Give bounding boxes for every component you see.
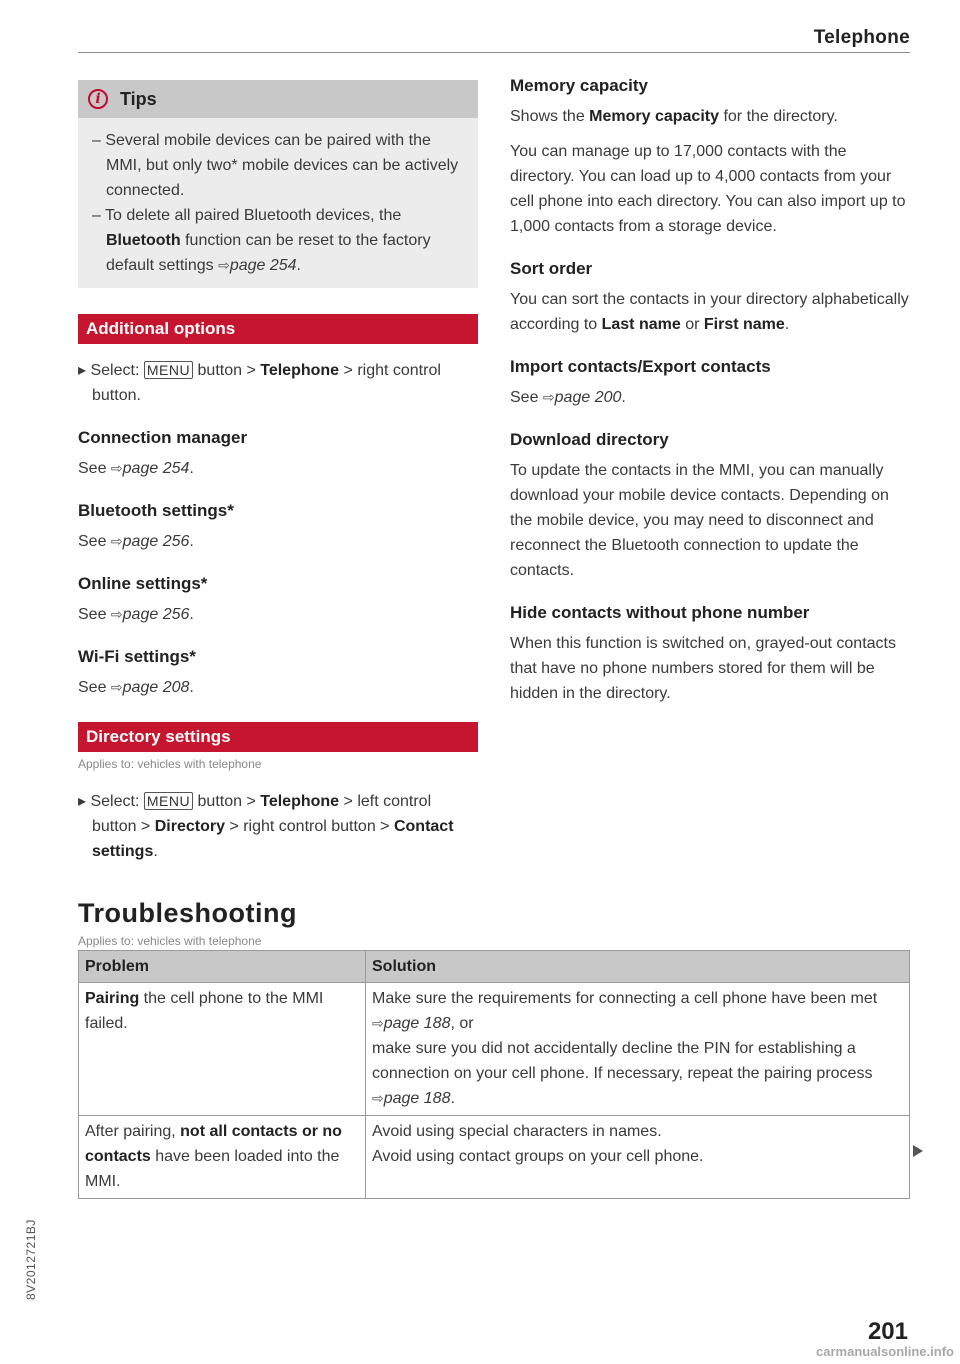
header-title: Telephone [813, 27, 910, 48]
arrow-right-icon: ⇨ [218, 257, 230, 273]
continue-arrow-icon [913, 1145, 923, 1157]
right-column [510, 76, 910, 716]
applies-to-note: Applies to: vehicles with telephone [78, 934, 262, 948]
paragraph: Shows the Memory capacity for the directory. [510, 108, 838, 125]
table-row [79, 983, 910, 1116]
solution-cell: Avoid using special characters in names. Avoid using contact groups on your cell phone. [366, 1116, 910, 1199]
tip-item: – Several mobile devices can be paired with the MMI, but only two* mobile devices can be actively connected. [92, 132, 459, 199]
arrow-right-icon: ⇨ [372, 1015, 384, 1031]
arrow-right-icon: ⇨ [110, 679, 123, 695]
subheading-hide-contacts: Hide contacts without phone number [510, 603, 810, 622]
column-header-problem: Problem [79, 951, 366, 983]
menu-key: MENU [144, 792, 193, 810]
bullet-triangle-icon: ▸ [78, 362, 91, 379]
instruction-step: ▸ Select: MENU button > Telephone > left control button > Directory > right control button > Contact settings. [78, 793, 454, 860]
page-link[interactable]: ⇨page 256 [110, 533, 190, 550]
problem-cell: After pairing, not all contacts or no contacts have been loaded into the MMI. [79, 1116, 366, 1199]
arrow-right-icon: ⇨ [110, 606, 123, 622]
see-reference: See ⇨page 200. [510, 389, 626, 406]
column-header-solution: Solution [366, 951, 910, 983]
subheading-download-directory: Download directory [510, 430, 669, 449]
subheading-bluetooth-settings: Bluetooth settings* [78, 501, 234, 520]
tip-item: – To delete all paired Bluetooth devices, the Bluetooth function can be reset to the factory default settings ⇨page 254. [92, 207, 431, 274]
see-reference: See ⇨page 254. [78, 460, 194, 477]
subheading-online-settings: Online settings* [78, 574, 208, 593]
page-number: 201 [867, 1318, 908, 1345]
table-row [79, 1116, 910, 1199]
paragraph: When this function is switched on, grayed-out contacts that have no phone numbers stored for them will be hidden in the directory. [510, 635, 896, 702]
paragraph: You can sort the contacts in your directory alphabetically according to Last name or First name. [510, 291, 909, 333]
section-title-troubleshooting: Troubleshooting [78, 898, 297, 928]
see-reference: See ⇨page 208. [78, 679, 194, 696]
page-link[interactable]: ⇨page 188 [372, 1015, 451, 1032]
arrow-right-icon: ⇨ [110, 460, 123, 476]
arrow-right-icon: ⇨ [372, 1090, 384, 1106]
page-link[interactable]: ⇨page 256 [110, 606, 190, 623]
subheading-import-export: Import contacts/Export contacts [510, 357, 771, 376]
subheading-sort-order: Sort order [510, 259, 593, 278]
table-header-row [79, 951, 910, 983]
page-link[interactable]: ⇨page 208 [110, 679, 190, 696]
troubleshooting-table [78, 950, 910, 1199]
see-reference: See ⇨page 256. [78, 533, 194, 550]
subheading-connection-manager: Connection manager [78, 428, 248, 447]
tips-header [78, 80, 478, 118]
see-reference: See ⇨page 256. [78, 606, 194, 623]
arrow-right-icon: ⇨ [542, 389, 555, 405]
solution-cell: Make sure the requirements for connecting a cell phone have been met ⇨page 188, or make sure you did not accidentally decline the PIN for establishing a connection on your cell phone. If necessary, repeat the pairing process ⇨page 188. [366, 983, 910, 1116]
page-link[interactable]: ⇨page 254 [110, 460, 190, 477]
subheading-wifi-settings: Wi-Fi settings* [78, 647, 196, 666]
page-link[interactable]: ⇨page 254 [218, 257, 297, 274]
left-column [78, 80, 478, 948]
subheading-memory-capacity: Memory capacity [510, 76, 648, 95]
instruction-step: ▸ Select: MENU button > Telephone > right control button. [78, 362, 441, 404]
arrow-right-icon: ⇨ [110, 533, 123, 549]
bullet-triangle-icon: ▸ [78, 793, 91, 810]
applies-to-note: Applies to: vehicles with telephone [78, 757, 262, 771]
page-link[interactable]: ⇨page 188 [372, 1090, 451, 1107]
problem-cell: Pairing the cell phone to the MMI failed. [79, 983, 366, 1116]
header-divider [78, 52, 910, 53]
paragraph: You can manage up to 17,000 contacts with the directory. You can load up to 4,000 contacts from your cell phone into each directory. You can also import up to 1,000 contacts from a storage device. [510, 143, 906, 235]
document-code: 8V2012721BJ [24, 1219, 38, 1300]
page-link[interactable]: ⇨page 200 [542, 389, 622, 406]
section-title-directory-settings: Directory settings [78, 722, 478, 752]
menu-key: MENU [144, 361, 193, 379]
section-title-additional-options: Additional options [78, 314, 478, 344]
paragraph: To update the contacts in the MMI, you can manually download your mobile device contacts. Depending on the mobile device, you may need to disconnect and reconnect the Bluetooth connection to update the contacts. [510, 462, 889, 579]
tips-box [78, 80, 478, 288]
watermark: carmanualsonline.info [816, 1344, 954, 1359]
tips-title: Tips [120, 88, 157, 109]
info-icon: i [88, 89, 108, 109]
